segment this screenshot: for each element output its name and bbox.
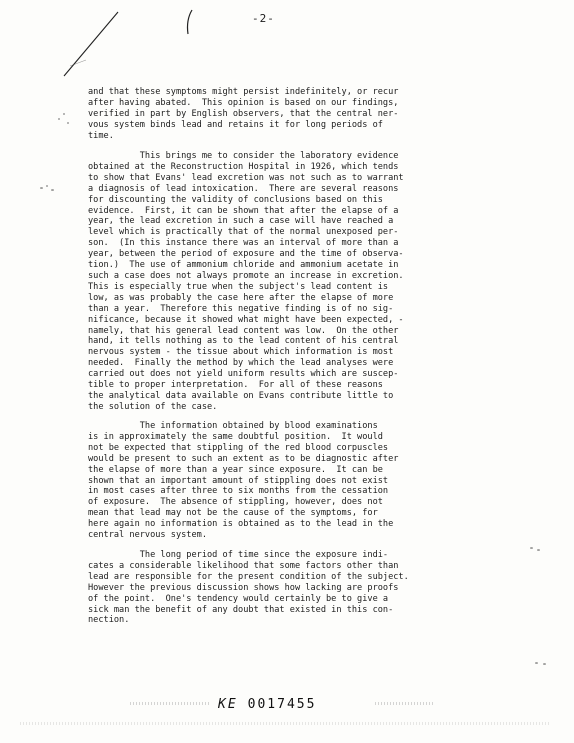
- scan-speck: [535, 660, 555, 670]
- paragraph-3: The information obtained by blood examinations is in approximately the same doubtful position. It would not be expected that stippling of the red blood corpuscles would be present to such an extent as to be diagnostic after the elapse of more than a year since exposure. It can be shown that an important amount of stippling does not exist in most cases after three to six months from the cessation of exposure. The absence of stippling, however, does not mean that lead may not be the cause of the symptoms, for here again no information is obtained as to the lead in the central nervous system.: [88, 421, 399, 541]
- pen-stroke-mark: [60, 10, 120, 80]
- scan-speck: [40, 185, 60, 195]
- paragraph-2: This brings me to consider the laboratory evidence obtained at the Reconstruction Hospital in 1926, which tends to show that Evans' lead excretion was not such as to warrant a diagnosis of lead intoxication. There are several reasons for discounting the validity of conclusions based on this evidence. First, it can be shown that after the elapse of a year, the lead excretion in such a case will have reached a level which is practically that of the normal unexposed per- son. (In this instance there was an interval of more than a year, between the period of exposure and the time of observa- tion.) The use of ammonium chloride and ammonium acetate in such a case does not always promote an increase in excretion. This is especially true when the subject's lead content is low, as was probably the case here after the elapse of more than a year. Therefore this negative finding is of no sig- nificance, because it showed what might have been expected, - namely, that his general lead content was low. On the other hand, it tells nothing as to the lead content of his central nervous system - the tissue about which information is most needed. Finally the method by which the lead analyses were carried out does not yield uniform results which are suscep- tible to proper interpretation. For all of these reasons the analytical data available on Evans contribute little to the solution of the case.: [88, 151, 404, 412]
- page-number: -2-: [252, 12, 275, 25]
- scan-noise-strip: [130, 702, 210, 705]
- paragraph-1: and that these symptoms might persist indefinitely, or recur after having abated. This opinion is based on our findings, verified in part by English observers, that the central ner- vous system binds lead and retains it for long periods of time.: [88, 87, 399, 141]
- scan-noise-strip: [20, 722, 550, 725]
- handwritten-tick-mark: [184, 8, 194, 36]
- scan-noise-strip: [375, 702, 435, 705]
- bates-number: 0017455: [247, 697, 317, 712]
- scan-speck: [530, 545, 550, 555]
- bates-stamp: [218, 697, 316, 712]
- bates-prefix: KE: [218, 697, 238, 712]
- paragraph-4: The long period of time since the exposure indi- cates a considerable likelihood that some factors other than lead are responsible for the present condition of the subject. However the previous discussion shows how lacking are proofs of the point. One's tendency would certainly be to give a sick man the benefit of any doubt that existed in this con- nection.: [88, 550, 409, 626]
- scan-speck: [58, 110, 78, 130]
